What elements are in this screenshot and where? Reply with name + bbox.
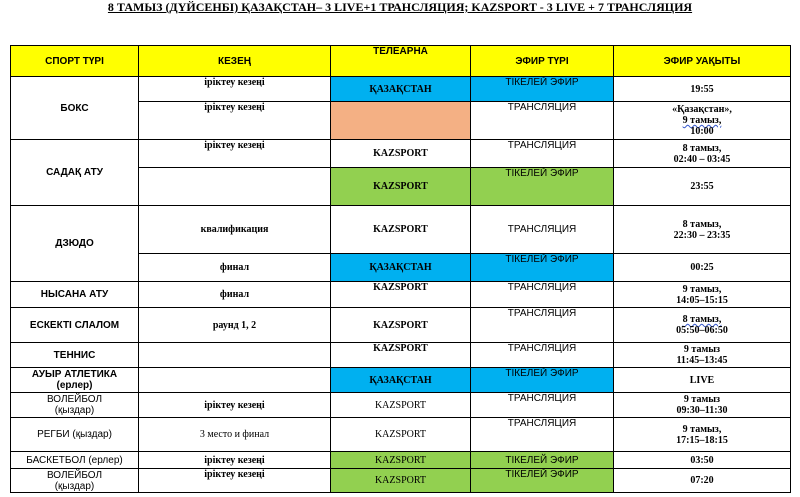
time-line: 02:40 – 03:45 (673, 153, 731, 165)
table-row (11, 368, 791, 393)
table-row (11, 469, 791, 493)
sport-line: ВОЛЕЙБОЛ (46, 394, 103, 405)
time-line: 11:45–13:45 (676, 355, 728, 366)
broadcast-cell: ТІКЕЛЕЙ ЭФИР (471, 469, 614, 493)
time-cell (614, 393, 791, 418)
broadcast-cell: ТРАНСЛЯЦИЯ (471, 102, 614, 140)
stage-cell: іріктеу кезеңі (139, 77, 331, 102)
channel-cell: KAZSPORT (331, 140, 471, 168)
stage-cell: іріктеу кезеңі (139, 452, 331, 469)
header-broadcast: ЭФИР ТҮРІ (471, 46, 614, 77)
sport-line: АУЫР АТЛЕТИКА (31, 369, 118, 380)
broadcast-cell: ТРАНСЛЯЦИЯ (471, 140, 614, 168)
time-line: 10:00 (690, 126, 714, 137)
sport-cell: БАСКЕТБОЛ (ерлер) (11, 452, 139, 469)
table-row (11, 418, 791, 452)
broadcast-cell: ТРАНСЛЯЦИЯ (471, 282, 614, 308)
time-line: 9 тамыз, (682, 115, 722, 126)
broadcast-cell: ТІКЕЛЕЙ ЭФИР (471, 452, 614, 469)
time-line: «Қазақстан», (672, 104, 732, 115)
time-cell: 19:55 (614, 77, 791, 102)
table-row (11, 282, 791, 308)
sport-cell (11, 368, 139, 393)
table-row (11, 77, 791, 102)
broadcast-cell: ТРАНСЛЯЦИЯ (471, 343, 614, 368)
header-time: ЭФИР УАҚЫТЫ (614, 46, 791, 77)
table-row (11, 452, 791, 469)
sport-line: (қыздар) (54, 405, 95, 416)
channel-cell: KAZSPORT (331, 469, 471, 493)
broadcast-cell: ТРАНСЛЯЦИЯ (471, 418, 614, 452)
sport-cell: НЫСАНА АТУ (11, 282, 139, 308)
stage-cell (139, 343, 331, 368)
stage-cell: квалификация (139, 206, 331, 254)
channel-cell: ҚАЗАҚСТАН (331, 254, 471, 282)
channel-cell: ҚАЗАҚСТАН (331, 77, 471, 102)
table-row (11, 206, 791, 254)
broadcast-cell: ТІКЕЛЕЙ ЭФИР (471, 254, 614, 282)
channel-cell: KAZSPORT (331, 308, 471, 343)
time-line: 14:05–15:15 (676, 294, 728, 306)
time-cell (614, 343, 791, 368)
table-row (11, 140, 791, 168)
sport-line: (ерлер) (56, 380, 93, 391)
broadcast-cell: ТРАНСЛЯЦИЯ (471, 206, 614, 254)
sport-cell: САДАҚ АТУ (11, 140, 139, 206)
channel-cell: KAZSPORT (331, 418, 471, 452)
channel-cell: KAZSPORT (331, 168, 471, 206)
time-cell: 23:55 (614, 168, 791, 206)
sport-line: ВОЛЕЙБОЛ (46, 469, 103, 481)
broadcast-cell: ТРАНСЛЯЦИЯ (471, 308, 614, 343)
time-cell: 07:20 (614, 469, 791, 493)
time-line: 8 тамыз, (682, 142, 722, 154)
channel-cell: KAZSPORT (331, 343, 471, 368)
stage-cell: іріктеу кезеңі (139, 102, 331, 140)
stage-cell: финал (139, 254, 331, 282)
broadcast-cell: ТІКЕЛЕЙ ЭФИР (471, 77, 614, 102)
sport-cell (11, 469, 139, 493)
time-line: 8 тамыз, (682, 218, 722, 230)
time-line: 09:30–11:30 (676, 405, 728, 416)
header-sport: СПОРТ ТҮРІ (11, 46, 139, 77)
stage-cell: финал (139, 282, 331, 308)
broadcast-cell: ТІКЕЛЕЙ ЭФИР (471, 168, 614, 206)
time-line: 9 тамыз, (682, 423, 722, 435)
time-line: 05:50–06:50 (676, 325, 728, 336)
time-cell (614, 282, 791, 308)
stage-cell: іріктеу кезеңі (139, 469, 331, 493)
time-cell (614, 308, 791, 343)
time-line: 9 тамыз, (682, 283, 722, 295)
header-stage: КЕЗЕҢ (139, 46, 331, 77)
stage-cell (139, 168, 331, 206)
time-cell (614, 102, 791, 140)
time-line: 8 тамыз, (682, 314, 722, 325)
schedule-table (10, 45, 791, 493)
time-cell: LIVE (614, 368, 791, 393)
table-row (11, 393, 791, 418)
table-row (11, 343, 791, 368)
sport-cell: РЕГБИ (қыздар) (11, 418, 139, 452)
channel-cell: KAZSPORT (331, 452, 471, 469)
channel-cell: ҚАЗАҚСТАН (331, 368, 471, 393)
sport-cell (11, 393, 139, 418)
channel-cell: KAZSPORT (331, 206, 471, 254)
stage-cell: іріктеу кезеңі (139, 140, 331, 168)
broadcast-cell: ТРАНСЛЯЦИЯ (471, 393, 614, 418)
stage-cell: іріктеу кезеңі (139, 393, 331, 418)
channel-cell: KAZSPORT (331, 282, 471, 308)
time-cell: 03:50 (614, 452, 791, 469)
time-line: 9 тамыз (683, 344, 721, 355)
document-title: 8 ТАМЫЗ (ДҮЙСЕНБІ) ҚАЗАҚСТАН– 3 LIVE+1 ТРАНСЛЯЦИЯ; KAZSPORT - 3 LIVE + 7 ТРАНСЛЯЦИЯ (107, 0, 693, 14)
time-line: 17:15–18:15 (676, 434, 728, 446)
table-row (11, 308, 791, 343)
time-line: 22:30 – 23:35 (673, 229, 731, 241)
sport-cell: ТЕННИС (11, 343, 139, 368)
sport-cell: ЕСКЕКТІ СЛАЛОМ (11, 308, 139, 343)
channel-cell (331, 102, 471, 140)
time-line: 9 тамыз (683, 394, 721, 405)
time-cell: 00:25 (614, 254, 791, 282)
header-channel: ТЕЛЕАРНА (331, 46, 471, 77)
sport-cell: БОКС (11, 77, 139, 140)
time-cell (614, 418, 791, 452)
broadcast-cell: ТІКЕЛЕЙ ЭФИР (471, 368, 614, 393)
sport-line: (қыздар) (54, 480, 95, 492)
stage-cell: 3 место и финал (139, 418, 331, 452)
header-row (11, 46, 791, 77)
stage-cell (139, 368, 331, 393)
stage-cell: раунд 1, 2 (139, 308, 331, 343)
time-cell (614, 140, 791, 168)
time-cell (614, 206, 791, 254)
channel-cell: KAZSPORT (331, 393, 471, 418)
sport-cell: ДЗЮДО (11, 206, 139, 282)
